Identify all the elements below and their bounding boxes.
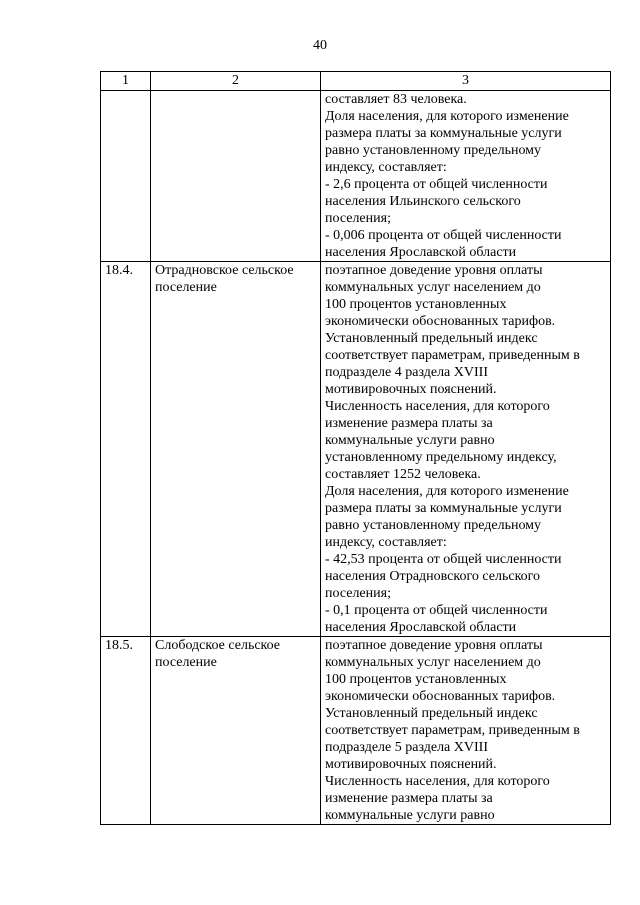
description-line: изменение размера платы за bbox=[325, 416, 493, 431]
description-line: Численность населения, для которого bbox=[325, 399, 550, 414]
description-line: индексу, составляет: bbox=[325, 160, 447, 175]
column-header-2: 2 bbox=[151, 72, 321, 91]
description-line: соответствует параметрам, приведенным в bbox=[325, 723, 580, 738]
row-number: 18.5. bbox=[105, 638, 133, 653]
row-number-cell bbox=[101, 637, 151, 825]
description-line: Доля населения, для которого изменение bbox=[325, 109, 569, 124]
settlement-name-line: Отрадновское сельское bbox=[155, 263, 294, 278]
description-line: мотивировочных пояснений. bbox=[325, 382, 497, 397]
settlement-name-cell bbox=[151, 637, 321, 825]
settlement-name-cell bbox=[151, 91, 321, 262]
table-row bbox=[101, 262, 611, 637]
description-line: Установленный предельный индекс bbox=[325, 331, 538, 346]
description-line: населения Ярославской области bbox=[325, 245, 517, 260]
description-cell bbox=[321, 637, 611, 825]
description-line: населения Отрадновского сельского bbox=[325, 569, 541, 584]
description-line: Установленный предельный индекс bbox=[325, 706, 538, 721]
page-number: 40 bbox=[313, 38, 327, 53]
description-line: 100 процентов установленных bbox=[325, 297, 507, 312]
row-number-cell bbox=[101, 262, 151, 637]
table-row bbox=[101, 91, 611, 262]
description-line: составляет 83 человека. bbox=[325, 92, 467, 107]
row-number: 18.4. bbox=[105, 263, 133, 278]
description-line: 100 процентов установленных bbox=[325, 672, 507, 687]
column-header-1: 1 bbox=[101, 72, 151, 91]
description-line: поэтапное доведение уровня оплаты bbox=[325, 263, 543, 278]
description-line: коммунальных услуг населением до bbox=[325, 280, 541, 295]
description-line: населения Ярославской области bbox=[325, 620, 517, 635]
description-line: поселения; bbox=[325, 211, 391, 226]
description-line: коммунальные услуги равно bbox=[325, 808, 495, 823]
description-line: изменение размера платы за bbox=[325, 791, 493, 806]
description-line: установленному предельному индексу, bbox=[325, 450, 557, 465]
description-line: - 2,6 процента от общей численности bbox=[325, 177, 548, 192]
description-cell bbox=[321, 91, 611, 262]
description-line: коммунальных услуг населением до bbox=[325, 655, 541, 670]
description-line: Доля населения, для которого изменение bbox=[325, 484, 569, 499]
description-line: экономически обоснованных тарифов. bbox=[325, 314, 556, 329]
description-line: подразделе 4 раздела XVIII bbox=[325, 365, 488, 380]
description-line: поэтапное доведение уровня оплаты bbox=[325, 638, 543, 653]
column-header-3: 3 bbox=[321, 72, 611, 91]
description-line: размера платы за коммунальные услуги bbox=[325, 126, 562, 141]
description-line: поселения; bbox=[325, 586, 391, 601]
settlement-name-cell bbox=[151, 262, 321, 637]
description-line: - 42,53 процента от общей численности bbox=[325, 552, 562, 567]
description-line: индексу, составляет: bbox=[325, 535, 447, 550]
row-number-cell bbox=[101, 91, 151, 262]
description-line: - 0,006 процента от общей численности bbox=[325, 228, 562, 243]
description-line: Численность населения, для которого bbox=[325, 774, 550, 789]
table-row bbox=[101, 637, 611, 825]
description-cell bbox=[321, 262, 611, 637]
description-line: соответствует параметрам, приведенным в bbox=[325, 348, 580, 363]
settlement-name-line: Слободское сельское bbox=[155, 638, 281, 653]
description-line: равно установленному предельному bbox=[325, 143, 542, 158]
description-line: экономически обоснованных тарифов. bbox=[325, 689, 556, 704]
table-header-row bbox=[101, 72, 611, 91]
document-table bbox=[100, 71, 611, 825]
description-line: населения Ильинского сельского bbox=[325, 194, 521, 209]
description-line: равно установленному предельному bbox=[325, 518, 542, 533]
settlement-name-line: поселение bbox=[155, 655, 217, 670]
description-line: размера платы за коммунальные услуги bbox=[325, 501, 562, 516]
description-line: мотивировочных пояснений. bbox=[325, 757, 497, 772]
description-line: подразделе 5 раздела XVIII bbox=[325, 740, 488, 755]
description-line: составляет 1252 человека. bbox=[325, 467, 481, 482]
settlement-name-line: поселение bbox=[155, 280, 217, 295]
description-line: коммунальные услуги равно bbox=[325, 433, 495, 448]
description-line: - 0,1 процента от общей численности bbox=[325, 603, 548, 618]
